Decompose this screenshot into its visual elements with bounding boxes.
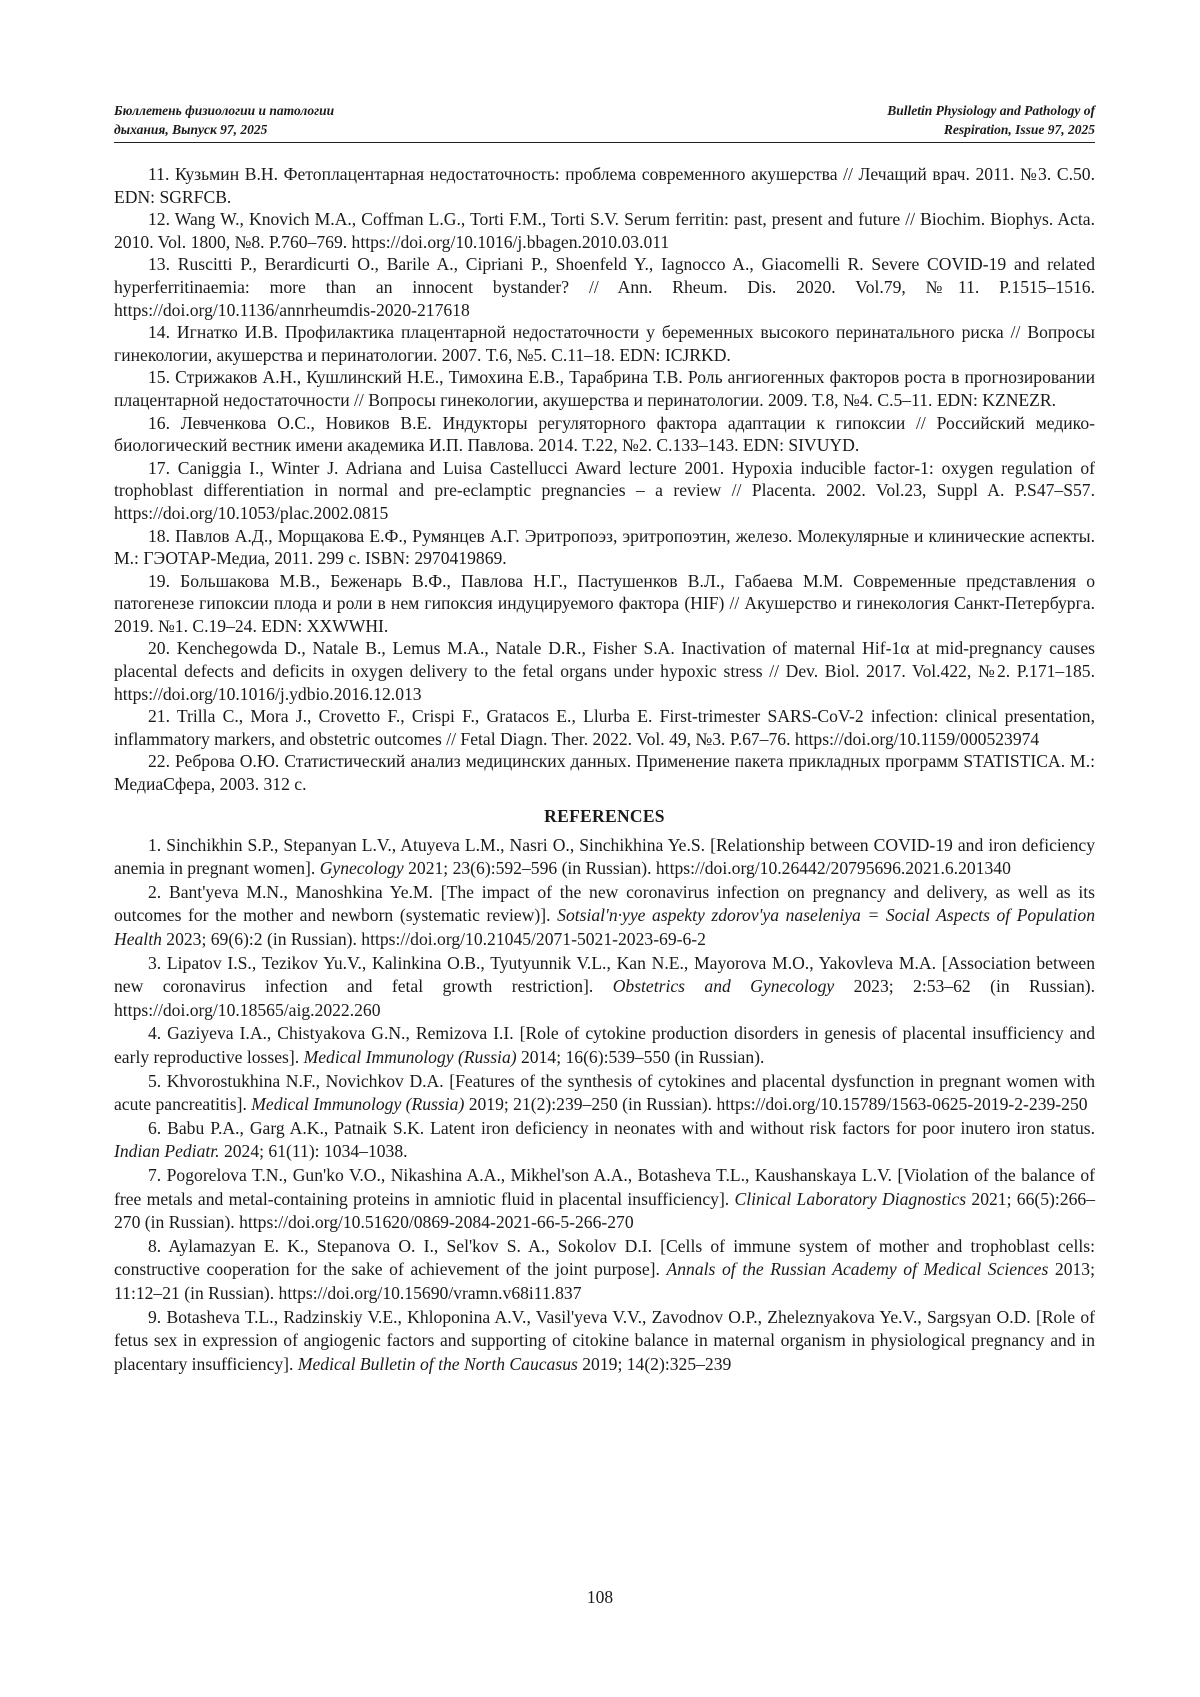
running-header (114, 98, 1095, 143)
reference-item: 8. Aylamazyan E. K., Stepanova O. I., Sel'kov S. A., Sokolov D.I. [Cells of immune system of mother and trophoblast cells: constructive cooperation for the sake of achievement of the joint purpose]. Annals of the Russian Academy of Medical Sciences 2013; 11:12–21 (in Russian). https://doi.org/10.15690/vramn.v68i11.837 (114, 1235, 1095, 1306)
reference-item: 13. Ruscitti P., Berardicurti O., Barile A., Cipriani P., Shoenfeld Y., Iagnocco A., Giacomelli R. Severe COVID-19 and related hyperferritinaemia: more than an innocent bystander? // Ann. Rheum. Dis. 2020. Vol.79, №11. P.1515–1516. https://doi.org/10.1136/annrheumdis-2020-217618 (114, 253, 1095, 321)
reference-item: 5. Khvorostukhina N.F., Novichkov D.A. [Features of the synthesis of cytokines and placental dysfunction in pregnant women with acute pancreatitis]. Medical Immunology (Russia) 2019; 21(2):239–250 (in Russian). https://doi.org/10.15789/1563-0625-2019-2-239-250 (114, 1070, 1095, 1117)
reference-item: 2. Bant'yeva M.N., Manoshkina Ye.M. [The impact of the new coronavirus infection on pregnancy and delivery, as well as its outcomes for the mother and newborn (systematic review)]. Sotsial'n·yye aspekty zdorov'ya naseleniya = Social Aspects of Population Health 2023; 69(6):2 (in Russian). https://doi.org/10.21045/2071-5021-2023-69-6-2 (114, 881, 1095, 952)
page-number: 108 (0, 1587, 1200, 1608)
reference-item: 20. Kenchegowda D., Natale B., Lemus M.A., Natale D.R., Fisher S.A. Inactivation of maternal Hif-1α at mid-pregnancy causes placental defects and deficits in oxygen delivery to the fetal organs under hypoxic stress // Dev. Biol. 2017. Vol.422, №2. P.171–185. https://doi.org/10.1016/j.ydbio.2016.12.013 (114, 637, 1095, 705)
journal-name: Annals of the Russian Academy of Medical Sciences (667, 1259, 1049, 1279)
journal-name: Indian Pediatr. (114, 1141, 220, 1161)
document-page (114, 98, 1095, 1376)
journal-name: Sotsial'n·yye aspekty zdorov'ya naseleniya = Social Aspects of Population Health (114, 905, 1095, 949)
reference-item: 18. Павлов А.Д., Морщакова Е.Ф., Румянцев А.Г. Эритропоэз, эритропоэтин, железо. Молекулярные и клинические аспекты. М.: ГЭОТАР-Медиа, 2011. 299 с. ISBN: 2970419869. (114, 525, 1095, 570)
reference-item: 22. Реброва О.Ю. Статистический анализ медицинских данных. Применение пакета прикладных программ STATISTICA. М.: МедиаСфера, 2003. 312 с. (114, 750, 1095, 795)
journal-name: Medical Immunology (Russia) (304, 1047, 517, 1067)
reference-item: 21. Trilla C., Mora J., Crovetto F., Crispi F., Gratacos E., Llurba E. First-trimester SARS-CoV-2 infection: clinical presentation, inflammatory markers, and obstetric outcomes // Fetal Diagn. Ther. 2022. Vol. 49, №3. P.67–76. https://doi.org/10.1159/000523974 (114, 705, 1095, 750)
russian-reference-list (114, 163, 1095, 796)
english-reference-list (114, 834, 1095, 1377)
journal-title-english: Bulletin Physiology and Pathology of Respiration, Issue 97, 2025 (887, 101, 1095, 139)
reference-item: 17. Caniggia I., Winter J. Adriana and Luisa Castellucci Award lecture 2001. Hypoxia inducible factor-1: oxygen regulation of trophoblast differentiation in normal and pre-eclamptic pregnancies – a review // Placenta. 2002. Vol.23, Suppl A. P.S47–S57. https://doi.org/10.1053/plac.2002.0815 (114, 457, 1095, 525)
reference-item: 3. Lipatov I.S., Tezikov Yu.V., Kalinkina O.B., Tyutyunnik V.L., Kan N.E., Mayorova M.O., Yakovleva M.A. [Association between new coronavirus infection and fetal growth restriction]. Obstetrics and Gynecology 2023; 2:53–62 (in Russian). https://doi.org/10.18565/aig.2022.260 (114, 952, 1095, 1023)
reference-item: 12. Wang W., Knovich M.A., Coffman L.G., Torti F.M., Torti S.V. Serum ferritin: past, present and future // Biochim. Biophys. Acta. 2010. Vol. 1800, №8. P.760–769. https://doi.org/10.1016/j.bbagen.2010.03.011 (114, 208, 1095, 253)
reference-item: 11. Кузьмин В.Н. Фетоплацентарная недостаточность: проблема современного акушерства // Лечащий врач. 2011. №3. С.50. EDN: SGRFCB. (114, 163, 1095, 208)
reference-item: 1. Sinchikhin S.P., Stepanyan L.V., Atuyeva L.M., Nasri O., Sinchikhina Ye.S. [Relationship between COVID-19 and iron deficiency anemia in pregnant women]. Gynecology 2021; 23(6):592–596 (in Russian). https://doi.org/10.26442/20795696.2021.6.201340 (114, 834, 1095, 881)
reference-item: 6. Babu P.A., Garg A.K., Patnaik S.K. Latent iron deficiency in neonates with and without risk factors for poor inutero iron status. Indian Pediatr. 2024; 61(11): 1034–1038. (114, 1117, 1095, 1164)
references-heading: REFERENCES (114, 804, 1095, 828)
reference-item: 15. Стрижаков А.Н., Кушлинский Н.Е., Тимохина Е.В., Тарабрина Т.В. Роль ангиогенных факторов роста в прогнозировании плацентарной недостаточности // Вопросы гинекологии, акушерства и перинатологии. 2009. Т.8, №4. С.5–11. EDN: KZNEZR. (114, 366, 1095, 411)
journal-name: Clinical Laboratory Diagnostics (735, 1189, 967, 1209)
reference-item: 19. Большакова М.В., Беженарь В.Ф., Павлова Н.Г., Пастушенков В.Л., Габаева М.М. Современные представления о патогенезе гипоксии плода и роли в нем гипоксия индуцируемого фактора (HIF) // Акушерство и гинекология Санкт-Петербурга. 2019. №1. С.19–24. EDN: XXWWHI. (114, 570, 1095, 638)
journal-name: Medical Bulletin of the North Caucasus (298, 1354, 578, 1374)
journal-title-russian: Бюллетень физиологии и патологии дыхания, Выпуск 97, 2025 (114, 101, 334, 139)
journal-name: Gynecology (320, 858, 404, 878)
reference-item: 4. Gaziyeva I.A., Chistyakova G.N., Remizova I.I. [Role of cytokine production disorders in genesis of placental insufficiency and early reproductive losses]. Medical Immunology (Russia) 2014; 16(6):539–550 (in Russian). (114, 1022, 1095, 1069)
journal-name: Medical Immunology (Russia) (251, 1094, 464, 1114)
reference-item: 16. Левченкова О.С., Новиков В.Е. Индукторы регуляторного фактора адаптации к гипоксии // Российский медико-биологический вестник имени академика И.П. Павлова. 2014. Т.22, №2. С.133–143. EDN: SIVUYD. (114, 412, 1095, 457)
journal-name: Obstetrics and Gynecology (613, 976, 835, 996)
reference-item: 14. Игнатко И.В. Профилактика плацентарной недостаточности у беременных высокого перинатального риска // Вопросы гинекологии, акушерства и перинатологии. 2007. Т.6, №5. С.11–18. EDN: ICJRKD. (114, 321, 1095, 366)
reference-item: 7. Pogorelova T.N., Gun'ko V.O., Nikashina A.A., Mikhel'son A.A., Botasheva T.L., Kaushanskaya L.V. [Violation of the balance of free metals and metal-containing proteins in amniotic fluid in placental insufficiency]. Clinical Laboratory Diagnostics 2021; 66(5):266–270 (in Russian). https://doi.org/10.51620/0869-2084-2021-66-5-266-270 (114, 1164, 1095, 1235)
reference-item: 9. Botasheva T.L., Radzinskiy V.E., Khloponina A.V., Vasil'yeva V.V., Zavodnov O.P., Zheleznyakova Ye.V., Sargsyan O.D. [Role of fetus sex in expression of angiogenic factors and supporting of citokine balance in maternal organism in physiological pregnancy and in placentary insufficiency]. Medical Bulletin of the North Caucasus 2019; 14(2):325–239 (114, 1306, 1095, 1377)
